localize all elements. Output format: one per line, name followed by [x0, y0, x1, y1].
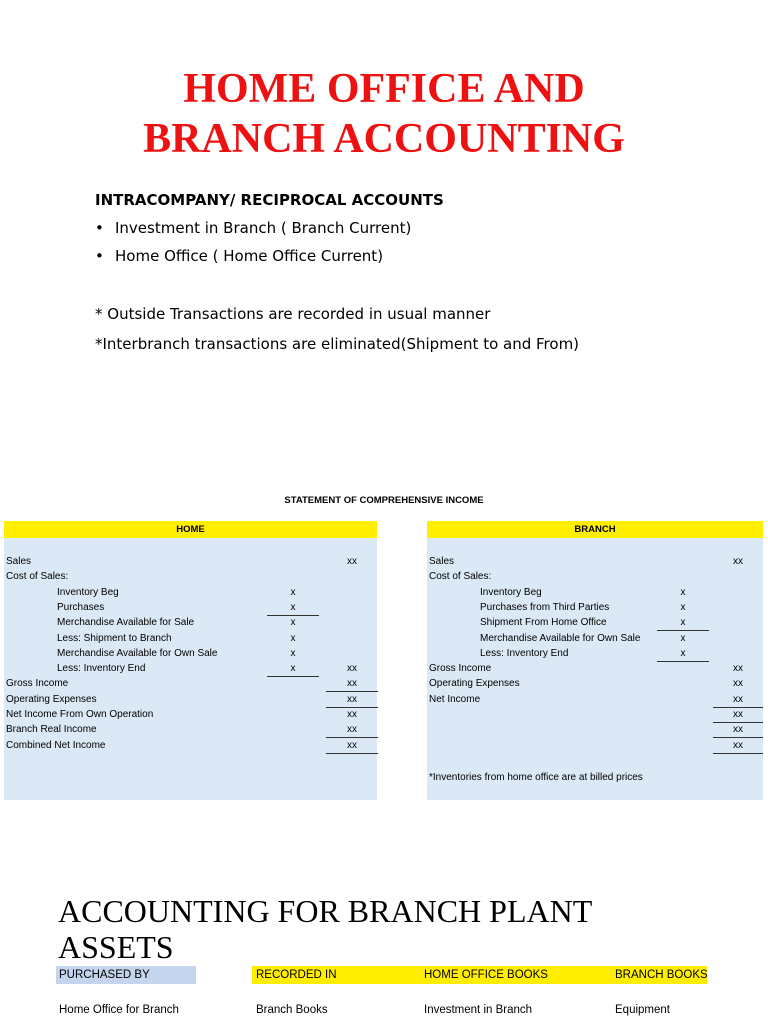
note-interbranch: *Interbranch transactions are eliminated(Shipment to and From): [95, 335, 580, 353]
underline: [326, 753, 378, 754]
underline: [657, 630, 709, 631]
statement-row-label: Less: Inventory End: [480, 647, 569, 659]
statement-value-inner: x: [290, 647, 296, 659]
bullet-text: Investment in Branch ( Branch Current): [115, 219, 412, 237]
home-statement-panel: [4, 521, 377, 800]
statement-value-outer: xx: [733, 678, 743, 690]
statement-value-inner: x: [290, 617, 296, 629]
page-title-line-1: HOME OFFICE AND: [183, 66, 585, 112]
underline: [713, 722, 763, 723]
statement-value-outer: xx: [347, 724, 357, 736]
underline: [326, 707, 378, 708]
branch-header: BRANCH: [427, 521, 763, 538]
statement-value-outer: xx: [347, 556, 357, 567]
header-home-office-books: HOME OFFICE BOOKS: [424, 969, 548, 981]
underline: [713, 753, 763, 754]
statement-row-label: Inventory Beg: [57, 586, 119, 598]
statement-row-label: Less: Inventory End: [57, 663, 146, 675]
underline: [326, 737, 378, 738]
bullet-item: [95, 219, 411, 237]
plant-row-branch-books: Equipment: [615, 1004, 670, 1016]
statement-row-label: Merchandise Available for Own Sale: [480, 632, 641, 644]
underline: [713, 737, 763, 738]
statement-row-label: Sales: [6, 556, 32, 567]
statement-row-label: Less: Shipment to Branch: [57, 632, 172, 644]
statement-value-outer: xx: [733, 556, 743, 567]
home-header: HOME: [4, 521, 377, 538]
statement-row-label: Operating Expenses: [6, 693, 97, 705]
statement-value-inner: x: [290, 601, 296, 613]
plant-assets-heading-line-1: ACCOUNTING FOR BRANCH PLANT: [58, 893, 593, 929]
statement-value-inner: x: [290, 663, 296, 675]
underline: [267, 615, 319, 616]
statement-row-label: Purchases: [57, 601, 105, 613]
statement-row-label: Operating Expenses: [429, 678, 520, 690]
underline: [326, 691, 378, 692]
statement-value-inner: x: [680, 617, 686, 629]
statement-row-label: Purchases from Third Parties: [480, 601, 610, 613]
statement-row-label: Shipment From Home Office: [480, 617, 607, 629]
branch-statement-panel: [427, 521, 763, 800]
statement-row-label: Cost of Sales:: [429, 571, 492, 583]
statement-value-outer: xx: [733, 693, 743, 705]
statement-row-label: Net Income: [429, 693, 481, 705]
statement-row-label: Combined Net Income: [6, 739, 106, 751]
plant-row-purchased-by: Home Office for Branch: [59, 1004, 179, 1016]
statement-title: STATEMENT OF COMPREHENSIVE INCOME: [284, 495, 484, 506]
statement-value-outer: xx: [347, 663, 357, 675]
plant-row-home-office-books: Investment in Branch: [424, 1004, 533, 1016]
statement-value-outer: xx: [733, 663, 743, 675]
underline: [713, 707, 763, 708]
statement-row-label: Sales: [429, 556, 455, 567]
statement-value-outer: xx: [347, 709, 357, 720]
statement-value-outer: xx: [347, 678, 357, 690]
statement-row-label: Gross Income: [6, 678, 69, 690]
header-purchased-by: PURCHASED BY: [56, 966, 196, 984]
statement-value-outer: xx: [347, 739, 357, 751]
plant-assets-heading-line-2: ASSETS: [58, 929, 174, 965]
underline: [657, 661, 709, 662]
statement-row-label: Merchandise Available for Own Sale: [57, 647, 218, 659]
page-title-line-2: BRANCH ACCOUNTING: [143, 116, 625, 162]
underline: [267, 676, 319, 677]
statement-row-label: Cost of Sales:: [6, 571, 69, 583]
statement-row-label: Inventory Beg: [480, 586, 542, 598]
statement-value-inner: x: [290, 632, 296, 644]
statement-value-inner: x: [290, 586, 296, 598]
statement-row-label: Gross Income: [429, 663, 492, 675]
statement-row-label: Branch Real Income: [6, 724, 97, 736]
statement-row-label: Net Income From Own Operation: [6, 709, 154, 720]
header-branch-books: BRANCH BOOKS: [615, 969, 708, 981]
statement-value-inner: x: [680, 601, 686, 613]
statement-row-label: Merchandise Available for Sale: [57, 617, 195, 629]
statement-value-inner: x: [680, 586, 686, 598]
reciprocal-heading: INTRACOMPANY/ RECIPROCAL ACCOUNTS: [95, 191, 444, 209]
header-recorded-in: RECORDED IN: [256, 969, 337, 981]
statement-value-outer: xx: [733, 709, 743, 720]
statement-value-outer: xx: [347, 693, 357, 705]
branch-note: *Inventories from home office are at billed prices: [429, 772, 643, 783]
bullet-icon: •: [95, 219, 104, 237]
statement-value-outer: xx: [733, 739, 743, 751]
bullet-item: [95, 247, 383, 265]
bullet-icon: •: [95, 247, 104, 265]
bullet-text: Home Office ( Home Office Current): [115, 247, 384, 265]
statement-value-inner: x: [680, 647, 686, 659]
statement-value-outer: xx: [733, 724, 743, 736]
statement-value-inner: x: [680, 632, 686, 644]
note-outside-transactions: * Outside Transactions are recorded in usual manner: [95, 305, 491, 323]
plant-row-recorded-in: Branch Books: [256, 1004, 328, 1016]
